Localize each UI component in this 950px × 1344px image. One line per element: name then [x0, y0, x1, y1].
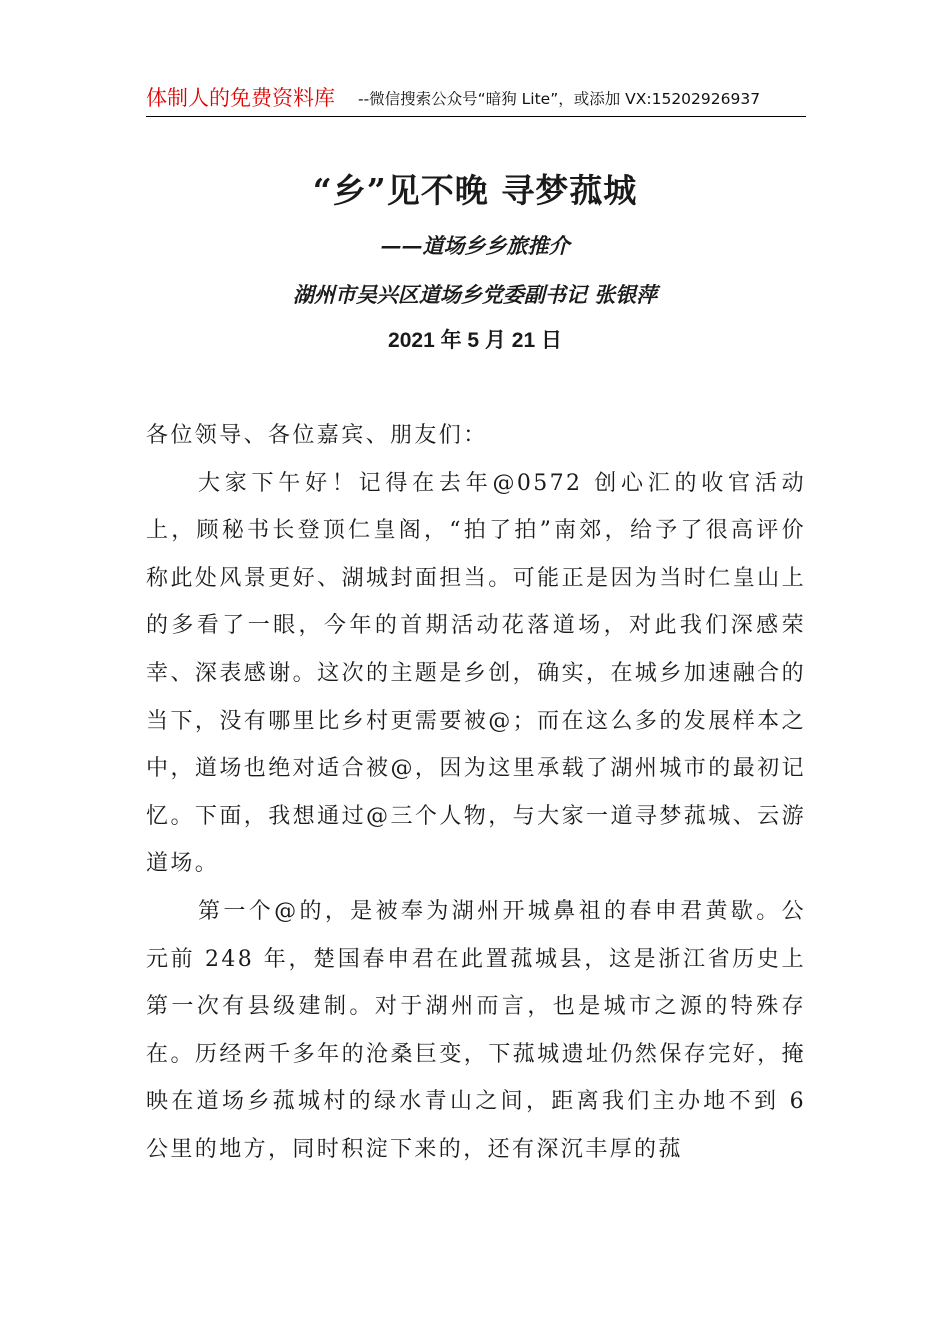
document-author: 湖州市吴兴区道场乡党委副书记 张银萍	[292, 282, 658, 307]
document-subtitle: ——道场乡乡旅推介	[380, 233, 570, 258]
document-date: 2021 年 5 月 21 日	[388, 329, 562, 352]
salutation: 各位领导、各位嘉宾、朋友们：	[146, 423, 488, 448]
document-title: “乡”见不晚 寻梦菰城	[312, 171, 638, 210]
page-header	[146, 80, 806, 117]
document-body	[146, 412, 806, 1174]
paragraph-2: 第一个@的，是被奉为湖州开城鼻祖的春申君黄歇。公元前 248 年，楚国春申君在此置菰城县，这是浙江省历史上第一次有县级建制。对于湖州而言，也是城市之源的特殊存在。历经两千多年的沧桑巨变，下菰城遗址仍然保存完好，掩映在道场乡菰城村的绿水青山之间，距离我们主办地不到 6 公里的地方，同时积淀下来的，还有深沉丰厚的菰	[146, 898, 806, 1162]
header-note: --微信搜索公众号“暗狗 Lite”，或添加 VX:15202926937	[358, 90, 761, 108]
header-brand: 体制人的免费资料库	[146, 86, 335, 110]
paragraph-1: 大家下午好！记得在去年@0572 创心汇的收官活动上，顾秘书长登顶仁皇阁，“拍了拍”南郊，给予了很高评价称此处风景更好、湖城封面担当。可能正是因为当时仁皇山上的多看了一眼，今年的首期活动花落道场，对此我们深感荣幸、深表感谢。这次的主题是乡创，确实，在城乡加速融合的当下，没有哪里比乡村更需要被@；而在这么多的发展样本之中，道场也绝对适合被@，因为这里承载了湖州城市的最初记忆。下面，我想通过@三个人物，与大家一道寻梦菰城、云游道场。	[146, 470, 806, 877]
